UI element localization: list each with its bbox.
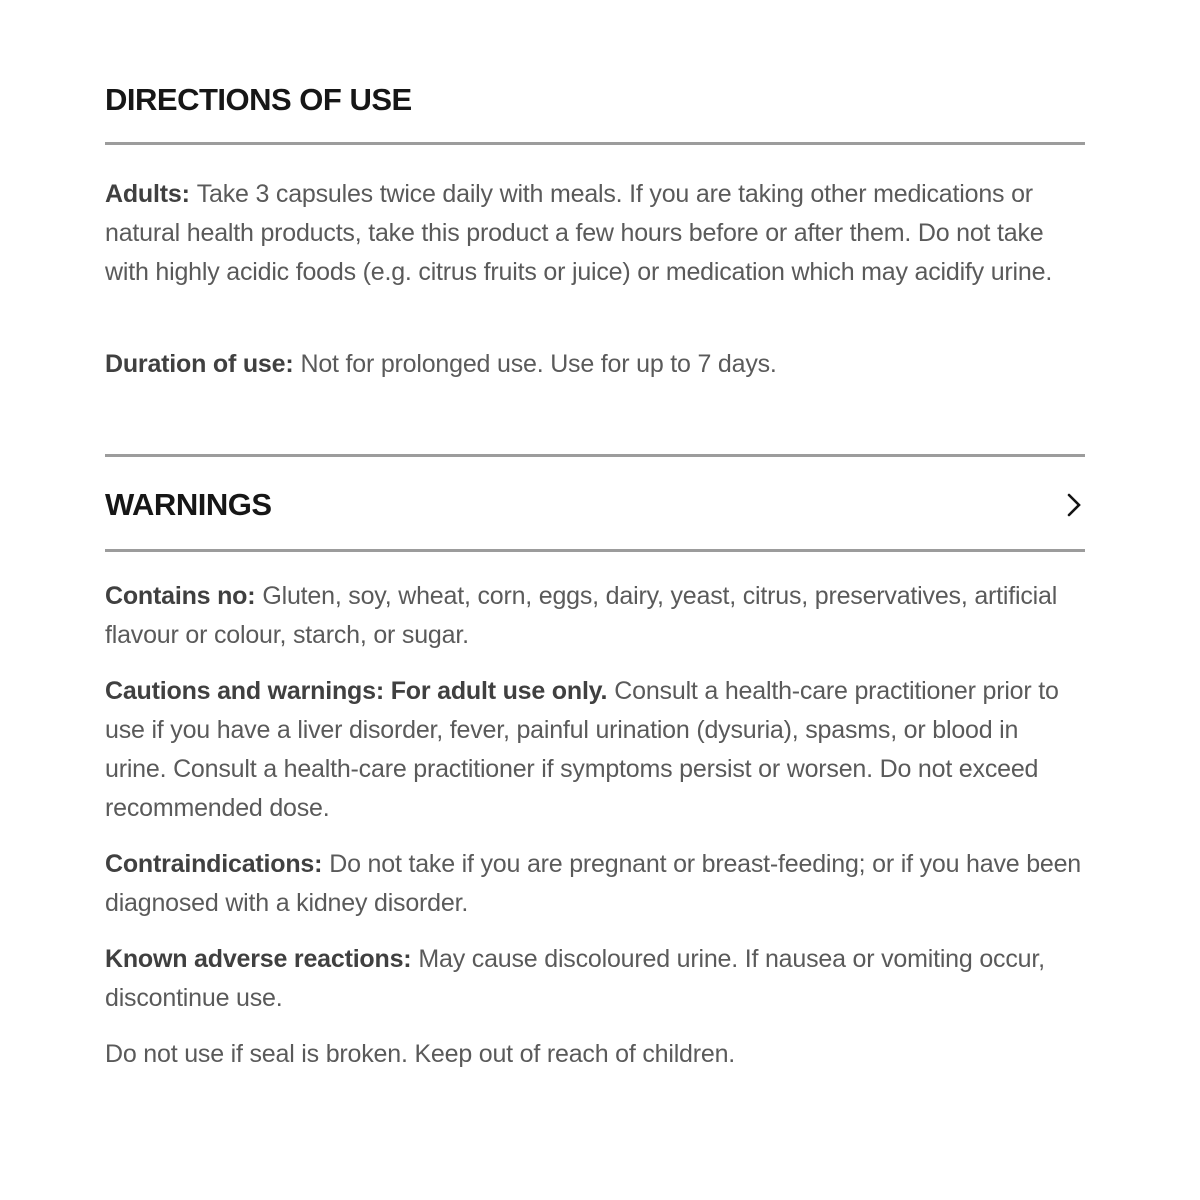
contraindications-label: Contraindications: — [105, 850, 323, 878]
cautions-warnings-text: Consult a health-care practitioner prior to use if you have a liver disorder, fever, painful urination (dysuria), spasms, or blood in urine. Consult a health-care practitioner if symptoms persist or worsen. Do not exceed recommended dose. — [105, 677, 1059, 822]
directions-of-use-title: DIRECTIONS OF USE — [105, 82, 412, 117]
cautions-warnings-paragraph — [105, 672, 1085, 828]
warnings-section — [105, 577, 1085, 1074]
adverse-reactions-label: Known adverse reactions: — [105, 945, 412, 973]
divider — [105, 454, 1085, 457]
adults-directions-paragraph — [105, 175, 1085, 292]
contains-no-label: Contains no: — [105, 582, 256, 610]
adults-directions-text: Take 3 capsules twice daily with meals. If you are taking other medications or natural health products, take this product a few hours before or after them. Do not take with highly acidic foods (e.g. citrus fruits or juice) or medication which may acidify urine. — [105, 180, 1053, 286]
seal-broken-paragraph — [105, 1035, 1085, 1074]
directions-of-use-section — [105, 83, 1085, 384]
adverse-reactions-paragraph — [105, 940, 1085, 1018]
divider — [105, 549, 1085, 552]
chevron-right-icon[interactable] — [1065, 490, 1083, 520]
duration-of-use-text: Not for prolonged use. Use for up to 7 days. — [300, 350, 777, 378]
warnings-header[interactable] — [105, 487, 1085, 522]
contains-no-text: Gluten, soy, wheat, corn, eggs, dairy, yeast, citrus, preservatives, artificial flavour or colour, starch, or sugar. — [105, 582, 1058, 649]
duration-of-use-paragraph — [105, 345, 1085, 384]
cautions-warnings-label: Cautions and warnings: For adult use only. — [105, 677, 608, 705]
contraindications-paragraph — [105, 845, 1085, 923]
warnings-title: WARNINGS — [105, 487, 272, 522]
duration-of-use-label: Duration of use: — [105, 350, 294, 378]
contains-no-paragraph — [105, 577, 1085, 655]
adults-label: Adults: — [105, 180, 190, 208]
contraindications-text: Do not take if you are pregnant or breast-feeding; or if you have been diagnosed with a kidney disorder. — [105, 850, 1082, 917]
adverse-reactions-text: May cause discoloured urine. If nausea or vomiting occur, discontinue use. — [105, 945, 1045, 1012]
divider — [105, 142, 1085, 145]
seal-broken-text: Do not use if seal is broken. Keep out of reach of children. — [105, 1040, 736, 1068]
